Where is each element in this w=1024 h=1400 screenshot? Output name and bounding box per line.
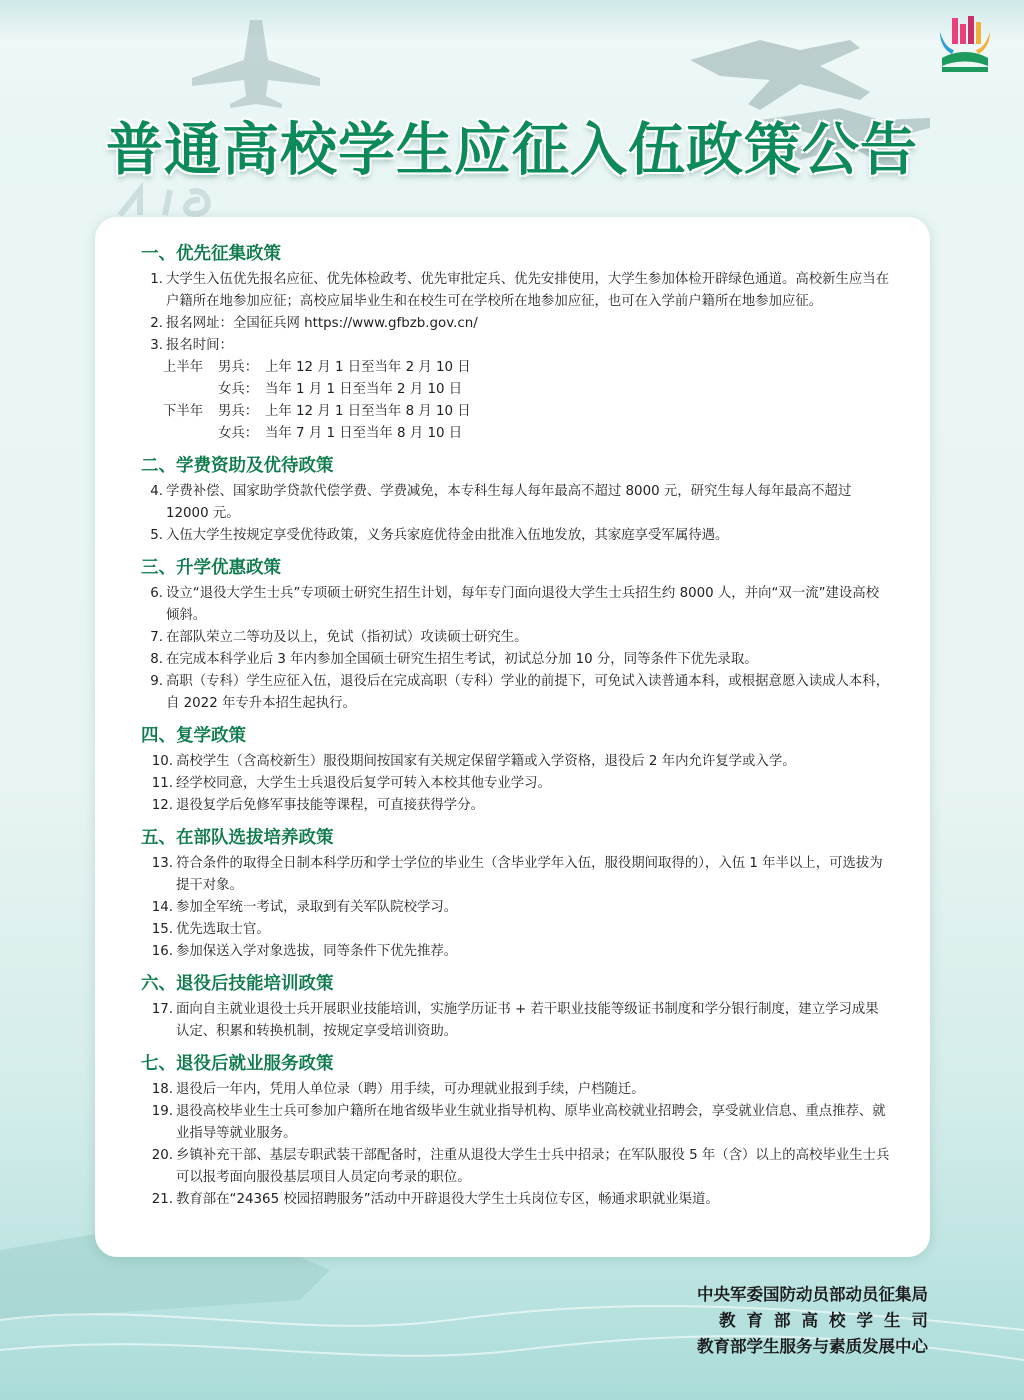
item-number: 4. [150,484,163,499]
item-number: 14. [151,900,173,915]
section-title: 三、升学优惠政策 [141,558,281,578]
policy-item [141,1145,891,1189]
page-title: 普通高校学生应征入伍政策公告 [106,117,918,183]
item-text: 大学生入伍优先报名应征、优先体检政考、优先审批定兵、优先安排使用，大学生参加体检开辟绿色通道。高校新生应当在户籍所在地参加应征；高校应届毕业生和在校生可在学校所在地参加应征，也可在入学前户籍所在地参加应征。 [166,272,890,309]
schedule-row [141,423,891,445]
item-number: 16. [151,944,173,959]
schedule-period: 上年 12 月 1 日至当年 2 月 10 日 [265,360,471,375]
item-text: 乡镇补充干部、基层专职武装干部配备时，注重从退役大学生士兵中招录；在军队服役 5 年（含）以上的高校毕业生士兵可以报考面向服役基层项目人员定向考录的职位。 [176,1148,890,1185]
policy-item [141,1079,891,1101]
item-number: 5. [150,528,163,543]
item-number: 11. [151,776,173,791]
item-text: 退役后一年内，凭用人单位录（聘）用手续，可办理就业报到手续，户档随迁。 [176,1082,645,1097]
section-title: 七、退役后就业服务政策 [141,1054,334,1074]
item-text: 优先选取士官。 [176,922,270,937]
item-text: 学费补偿、国家助学贷款代偿学费、学费减免，本专科生每人每年最高不超过 8000 元，研究生每人每年最高不超过 12000 元。 [166,484,852,521]
section-title: 一、优先征集政策 [141,244,281,264]
schedule-row [141,357,891,379]
issuer-block [697,1282,939,1360]
policy-item [141,335,891,357]
item-text: 报名网址：全国征兵网 https://www.gfbzb.gov.cn/ [166,316,478,331]
schedule-period: 当年 1 月 1 日至当年 2 月 10 日 [265,382,463,397]
item-text: 在部队荣立二等功及以上，免试（指初试）攻读硕士研究生。 [166,630,528,645]
item-text: 经学校同意，大学生士兵退役后复学可转入本校其他专业学习。 [176,776,551,791]
item-text: 面向自主就业退役士兵开展职业技能培训，实施学历证书 + 若干职业技能等级证书制度和学分银行制度，建立学习成果认定、积累和转换机制，按规定享受培训资助。 [176,1002,879,1039]
policy-item [141,269,891,313]
policy-item [141,1189,891,1211]
item-text: 高职（专科）学生应征入伍，退役后在完成高职（专科）学业的前提下，可免试入读普通本科，或根据意愿入读成人本科，自 2022 年专升本招生起执行。 [166,674,890,711]
policy-item [141,897,891,919]
schedule-row [141,379,891,401]
item-number: 3. [150,338,163,353]
item-number: 7. [150,630,163,645]
policy-item [141,1101,891,1145]
schedule-half [141,423,218,445]
item-text: 退役复学后免修军事技能等课程，可直接获得学分。 [176,798,484,813]
policy-item [141,627,891,649]
item-number: 17. [151,1002,173,1017]
schedule-gender: 男兵： [218,360,259,375]
policy-item [141,795,891,817]
schedule-period: 上年 12 月 1 日至当年 8 月 10 日 [265,404,471,419]
item-text: 教育部在“24365 校园招聘服务”活动中开辟退役大学生士兵岗位专区，畅通求职就业渠道。 [176,1192,719,1207]
policy-card [95,217,930,1257]
policy-item [141,773,891,795]
issuer-line-3: 教育部学生服务与素质发展中心 [697,1337,928,1356]
item-number: 1. [150,272,163,287]
schedule-row [141,401,891,423]
schedule-period: 当年 7 月 1 日至当年 8 月 10 日 [265,426,463,441]
schedule-gender: 男兵： [218,404,259,419]
item-number: 21. [151,1192,173,1207]
schedule-gender: 女兵： [218,382,259,397]
item-text: 设立“退役大学生士兵”专项硕士研究生招生计划，每年专门面向退役大学生士兵招生约 8000 人，并向“双一流”建设高校倾斜。 [166,586,880,623]
item-text: 在完成本科学业后 3 年内参加全国硕士研究生招生考试，初试总分加 10 分，同等条件下优先录取。 [166,652,758,667]
issuer-line-1: 中央军委国防动员部动员征集局 [697,1285,928,1304]
item-number: 13. [151,856,173,871]
section-title: 五、在部队选拔培养政策 [141,828,334,848]
item-number: 2. [150,316,163,331]
section-title: 六、退役后技能培训政策 [141,974,334,994]
policy-item [141,941,891,963]
policy-item [141,919,891,941]
city-hands-logo-icon [938,14,992,74]
item-number: 10. [151,754,173,769]
item-text: 报名时间： [166,338,233,353]
issuer-line-2: 教育部高校学生司 [719,1311,939,1330]
item-text: 高校学生（含高校新生）服役期间按国家有关规定保留学籍或入学资格，退役后 2 年内允许复学或入学。 [176,754,796,769]
policy-item [141,313,891,335]
item-text: 参加全军统一考试，录取到有关军队院校学习。 [176,900,458,915]
item-number: 19. [151,1104,173,1119]
policy-item [141,999,891,1043]
policy-item [141,649,891,671]
item-number: 20. [151,1148,173,1163]
schedule-half [141,379,218,401]
schedule-half: 下半年 [163,404,204,419]
policy-item [141,751,891,773]
policy-item [141,481,891,525]
policy-sections [141,241,891,1211]
item-number: 18. [151,1082,173,1097]
item-number: 12. [151,798,173,813]
item-number: 9. [150,674,163,689]
item-text: 入伍大学生按规定享受优待政策，义务兵家庭优待金由批准入伍地发放，其家庭享受军属待遇。 [166,528,729,543]
item-text: 退役高校毕业生士兵可参加户籍所在地省级毕业生就业指导机构、原毕业高校就业招聘会，享受就业信息、重点推荐、就业指导等就业服务。 [176,1104,886,1141]
policy-item [141,525,891,547]
item-text: 符合条件的取得全日制本科学历和学士学位的毕业生（含毕业学年入伍，服役期间取得的），入伍 1 年半以上，可选拔为提干对象。 [176,856,883,893]
registration-schedule [141,357,891,445]
schedule-gender: 女兵： [218,426,259,441]
section-title: 二、学费资助及优待政策 [141,456,334,476]
policy-item [141,853,891,897]
item-text: 参加保送入学对象选拔，同等条件下优先推荐。 [176,944,458,959]
policy-item [141,583,891,627]
policy-item [141,671,891,715]
item-number: 15. [151,922,173,937]
section-title: 四、复学政策 [141,726,246,746]
item-number: 8. [150,652,163,667]
item-number: 6. [150,586,163,601]
schedule-half: 上半年 [163,360,204,375]
